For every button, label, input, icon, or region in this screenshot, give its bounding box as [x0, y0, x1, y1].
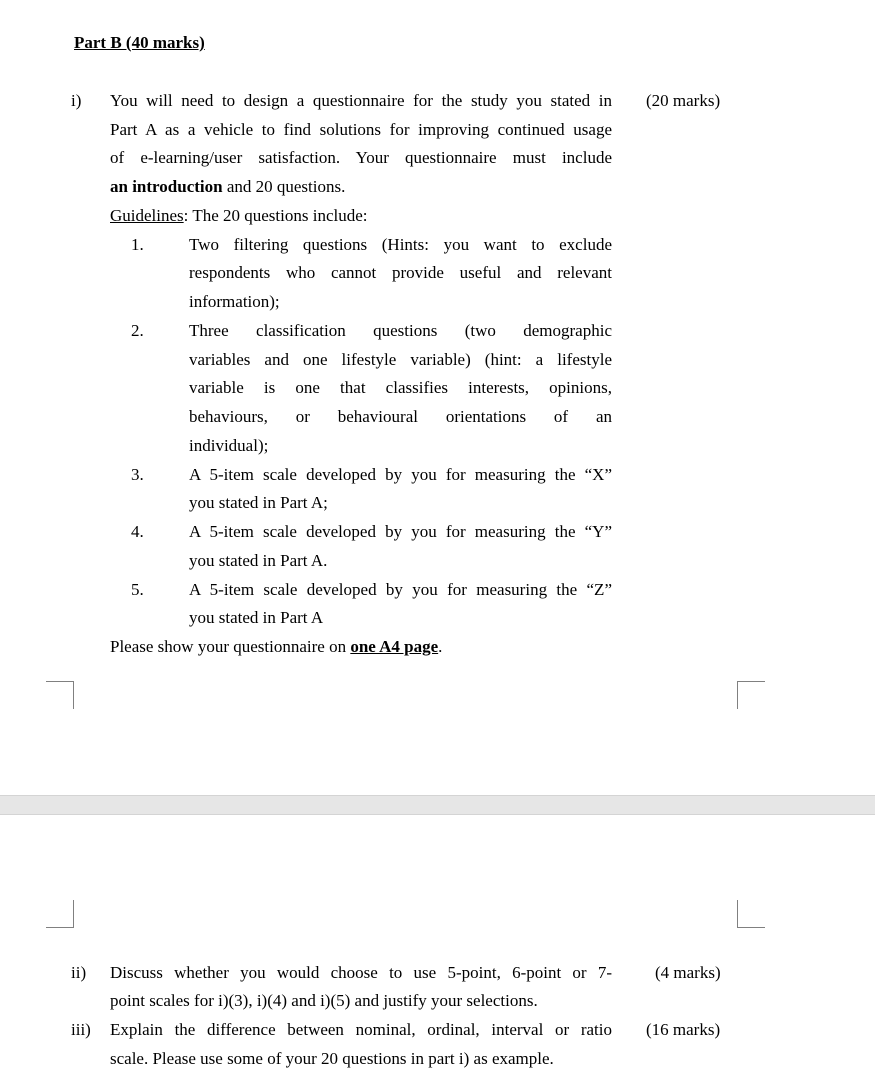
- list-item-line: variables and one lifestyle variable) (hint: a lifestyle: [189, 350, 612, 369]
- question-i-label: i): [71, 91, 82, 110]
- question-iii-label: iii): [71, 1020, 91, 1039]
- list-item-line: individual);: [189, 436, 269, 455]
- question-iii-marks: (16 marks): [646, 1020, 721, 1039]
- question-i-line: [110, 176, 345, 198]
- question-ii-label: ii): [71, 963, 87, 982]
- list-item-line: behaviours, or behavioural orientations of an: [189, 407, 612, 426]
- margin-corner-mark: [46, 681, 74, 709]
- question-i-line-rest: and 20 questions.: [222, 177, 346, 196]
- guidelines-text: : The 20 questions include:: [183, 206, 368, 225]
- margin-corner-mark: [737, 900, 765, 928]
- closing-period: .: [438, 637, 443, 656]
- list-item-line: you stated in Part A;: [189, 493, 328, 512]
- closing-line: [110, 636, 442, 658]
- question-i-line: Part A as a vehicle to find solutions for improving continued usage: [110, 120, 612, 139]
- list-item-line: variable is one that classifies interests, opinions,: [189, 378, 612, 397]
- list-item-line: Three classification questions (two demographic: [189, 321, 612, 340]
- list-item-line: Two filtering questions (Hints: you want to exclude: [189, 235, 612, 254]
- margin-corner-mark: [737, 681, 765, 709]
- question-ii-marks: (4 marks): [655, 963, 721, 982]
- question-iii-line: scale. Please use some of your 20 questions in part i) as example.: [110, 1049, 554, 1068]
- question-ii-line: Discuss whether you would choose to use 5-point, 6-point or 7-: [110, 963, 612, 982]
- list-item-line: respondents who cannot provide useful and relevant: [189, 263, 612, 282]
- question-i-line: You will need to design a questionnaire for the study you stated in: [110, 91, 612, 110]
- page-break-gap: [0, 795, 875, 815]
- introduction-emphasis: an introduction: [110, 177, 223, 196]
- closing-text: Please show your questionnaire on: [110, 637, 351, 656]
- list-item-line: A 5-item scale developed by you for measuring the “X”: [189, 465, 612, 484]
- question-ii-line: point scales for i)(3), i)(4) and i)(5) and justify your selections.: [110, 991, 538, 1010]
- list-item-line: information);: [189, 292, 280, 311]
- list-item-line: A 5-item scale developed by you for measuring the “Y”: [189, 522, 612, 541]
- question-iii-line: Explain the difference between nominal, ordinal, interval or ratio: [110, 1020, 612, 1039]
- margin-corner-mark: [46, 900, 74, 928]
- list-item-line: you stated in Part A: [189, 608, 324, 627]
- list-item-number: 5.: [131, 580, 144, 599]
- list-item-number: 1.: [131, 235, 144, 254]
- page-heading: Part B (40 marks): [74, 33, 205, 52]
- guidelines-line: [110, 205, 368, 227]
- question-i-marks: (20 marks): [646, 91, 721, 110]
- list-item-number: 3.: [131, 465, 144, 484]
- list-item-number: 4.: [131, 522, 144, 541]
- guidelines-label: Guidelines: [110, 206, 184, 225]
- list-item-line: you stated in Part A.: [189, 551, 328, 570]
- a4-page-emphasis: one A4 page: [350, 637, 439, 656]
- list-item-number: 2.: [131, 321, 144, 340]
- question-i-line: of e-learning/user satisfaction. Your questionnaire must include: [110, 148, 612, 167]
- list-item-line: A 5-item scale developed by you for measuring the “Z”: [189, 580, 612, 599]
